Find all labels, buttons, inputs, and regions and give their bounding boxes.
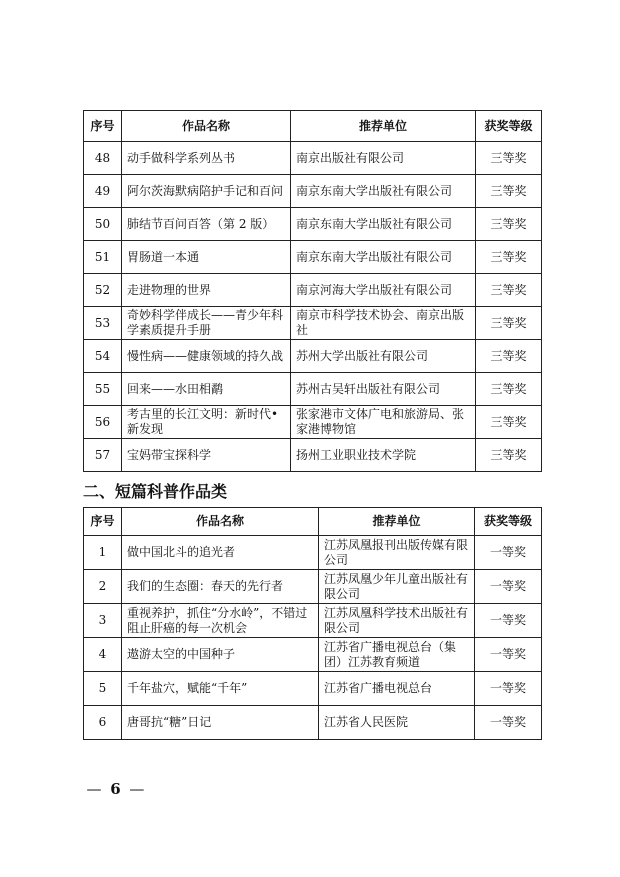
cell-title: 遨游太空的中国种子 [122,638,319,672]
cell-title: 重视养护，抓住“分水岭”，不错过阻止肝癌的每一次机会 [122,604,319,638]
cell-title: 做中国北斗的追光者 [122,536,319,570]
cell-index: 2 [84,570,122,604]
cell-unit: 江苏省广播电视总台 [319,672,475,706]
table-row [84,241,542,274]
cell-award: 一等奖 [475,536,542,570]
cell-title: 唐哥抗“糖”日记 [122,706,319,740]
cell-unit: 南京东南大学出版社有限公司 [291,208,476,241]
cell-index: 54 [84,340,122,373]
cell-unit: 江苏凤凰少年儿童出版社有限公司 [319,570,475,604]
cell-unit: 江苏凤凰报刊出版传媒有限公司 [319,536,475,570]
header-unit: 推荐单位 [291,111,476,142]
table-header-row [84,508,542,536]
header-index: 序号 [84,508,122,536]
awards-table-long-works [83,110,542,472]
cell-title: 慢性病——健康领域的持久战 [122,340,291,373]
cell-award: 三等奖 [476,142,542,175]
cell-title: 走进物理的世界 [122,274,291,307]
header-title: 作品名称 [122,111,291,142]
cell-award: 三等奖 [476,175,542,208]
cell-unit: 张家港市文体广电和旅游局、张家港博物馆 [291,406,476,439]
table-row [84,274,542,307]
cell-award: 三等奖 [476,340,542,373]
cell-unit: 南京河海大学出版社有限公司 [291,274,476,307]
cell-title: 考古里的长江文明：新时代•新发现 [122,406,291,439]
cell-index: 56 [84,406,122,439]
cell-award: 三等奖 [476,274,542,307]
cell-unit: 江苏省人民医院 [319,706,475,740]
cell-title: 奇妙科学伴成长——青少年科学素质提升手册 [122,307,291,340]
cell-unit: 苏州古吴轩出版社有限公司 [291,373,476,406]
table-row [84,638,542,672]
table-row [84,439,542,472]
header-unit: 推荐单位 [319,508,475,536]
table-row [84,604,542,638]
table-header-row [84,111,542,142]
cell-index: 6 [84,706,122,740]
cell-title: 阿尔茨海默病陪护手记和百问 [122,175,291,208]
page-footer [83,780,148,798]
cell-index: 1 [84,536,122,570]
cell-award: 三等奖 [476,208,542,241]
cell-title: 宝妈带宝探科学 [122,439,291,472]
cell-title: 动手做科学系列丛书 [122,142,291,175]
cell-title: 我们的生态圈：春天的先行者 [122,570,319,604]
cell-index: 48 [84,142,122,175]
cell-unit: 江苏凤凰科学技术出版社有限公司 [319,604,475,638]
cell-index: 52 [84,274,122,307]
table-row [84,208,542,241]
cell-award: 三等奖 [476,241,542,274]
cell-index: 50 [84,208,122,241]
cell-award: 三等奖 [476,406,542,439]
table-row [84,672,542,706]
table-row [84,536,542,570]
cell-award: 一等奖 [475,638,542,672]
cell-award: 一等奖 [475,672,542,706]
header-title: 作品名称 [122,508,319,536]
cell-index: 55 [84,373,122,406]
header-index: 序号 [84,111,122,142]
cell-title: 回来——水田相鹬 [122,373,291,406]
cell-award: 三等奖 [476,307,542,340]
cell-index: 57 [84,439,122,472]
section-title: 二、短篇科普作品类 [83,482,228,501]
cell-index: 51 [84,241,122,274]
table-row [84,340,542,373]
cell-index: 5 [84,672,122,706]
awards-table-short-works [83,507,542,740]
cell-title: 肺结节百问百答（第 2 版） [122,208,291,241]
cell-unit: 南京东南大学出版社有限公司 [291,175,476,208]
cell-index: 3 [84,604,122,638]
table-row [84,570,542,604]
cell-unit: 南京出版社有限公司 [291,142,476,175]
footer-dash-left: — [86,780,102,798]
cell-index: 49 [84,175,122,208]
table-row [84,373,542,406]
cell-unit: 苏州大学出版社有限公司 [291,340,476,373]
header-award: 获奖等级 [475,508,542,536]
cell-award: 三等奖 [476,373,542,406]
cell-unit: 南京市科学技术协会、南京出版社 [291,307,476,340]
table-row [84,307,542,340]
table-row [84,175,542,208]
page-number: 6 [110,780,121,798]
header-award: 获奖等级 [476,111,542,142]
cell-award: 一等奖 [475,604,542,638]
cell-unit: 江苏省广播电视总台（集团）江苏教育频道 [319,638,475,672]
table-row [84,406,542,439]
table-row [84,142,542,175]
cell-unit: 南京东南大学出版社有限公司 [291,241,476,274]
cell-award: 一等奖 [475,570,542,604]
table-row [84,706,542,740]
cell-award: 一等奖 [475,706,542,740]
cell-title: 胃肠道一本通 [122,241,291,274]
footer-dash-right: — [129,780,145,798]
cell-award: 三等奖 [476,439,542,472]
cell-index: 53 [84,307,122,340]
cell-unit: 扬州工业职业技术学院 [291,439,476,472]
cell-index: 4 [84,638,122,672]
cell-title: 千年盐穴，赋能“千年” [122,672,319,706]
